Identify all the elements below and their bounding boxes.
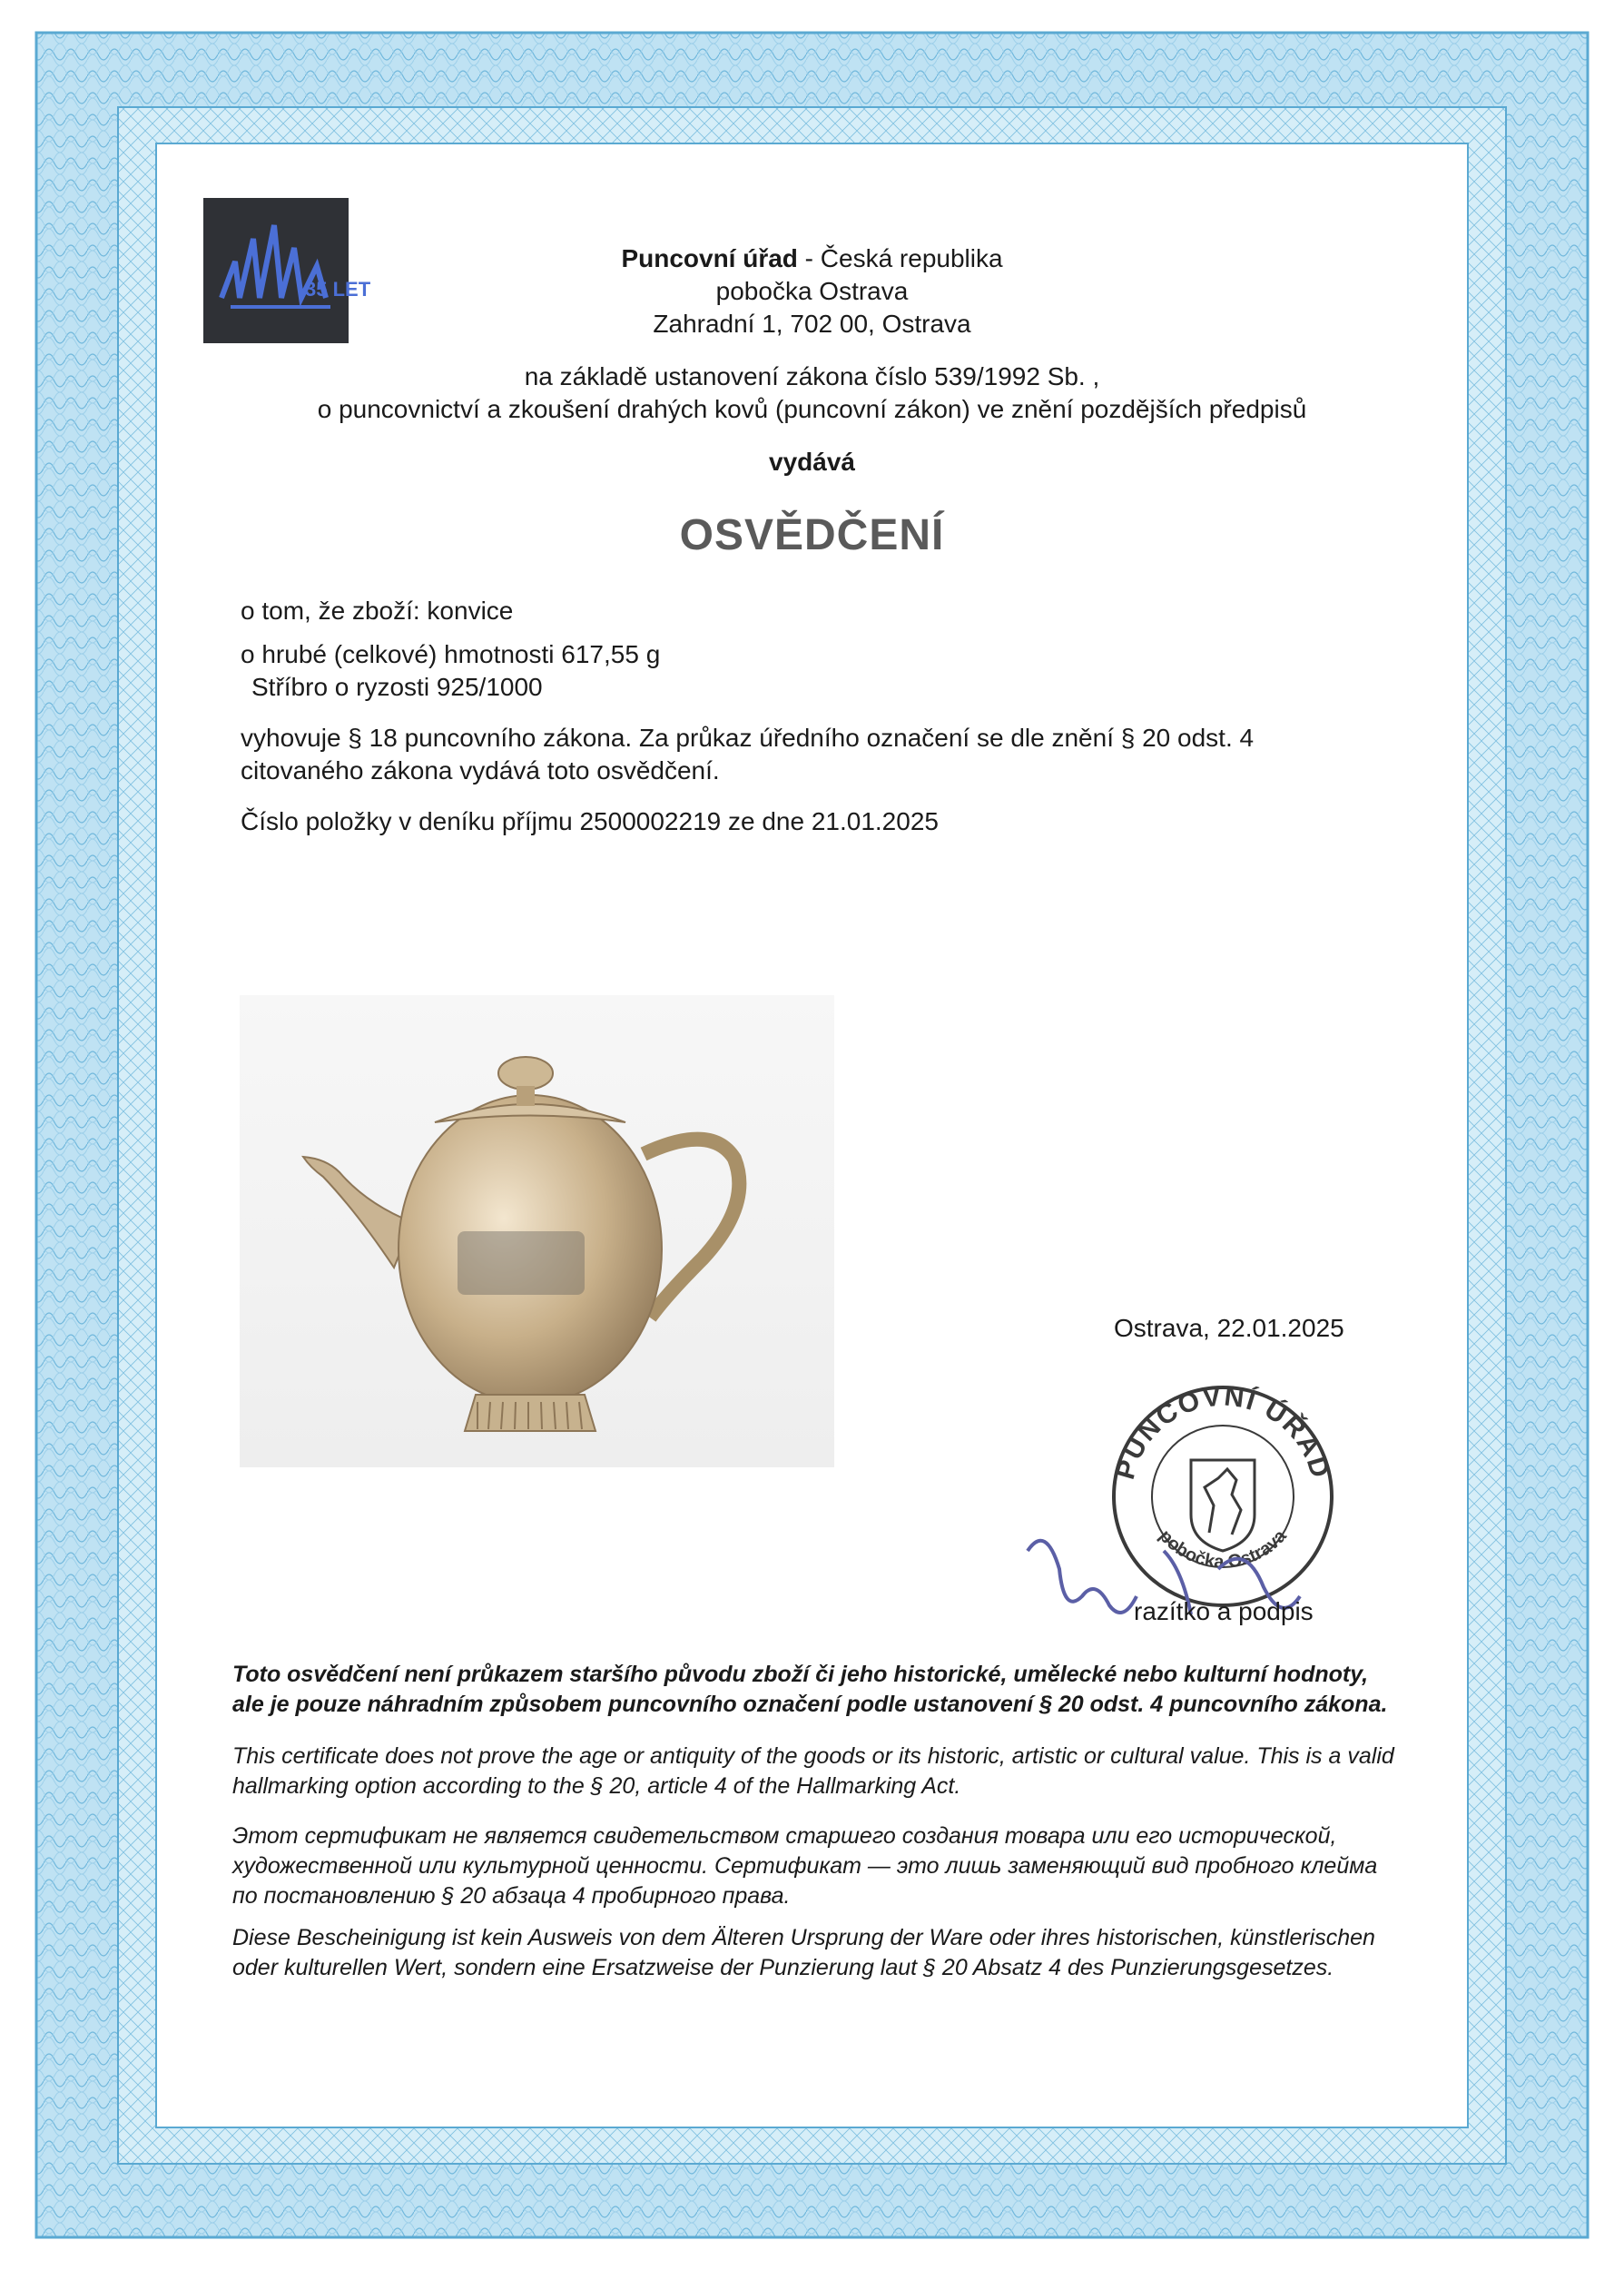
compliance-line-2: citovaného zákona vydává toto osvědčení. <box>241 756 720 785</box>
signature-label: razítko a podpis <box>1134 1597 1314 1625</box>
compliance-line-1: vyhovuje § 18 puncovního zákona. Za průkaz úředního označení se dle znění § 20 odst. 4 <box>241 724 1255 752</box>
certificate-title: OSVĚDČENÍ <box>679 511 945 559</box>
legal-basis-line-1: na základě ustanovení zákona číslo 539/1992 Sb. , <box>524 362 1100 390</box>
disclaimer-russian: Этот сертификат не является свидетельством старшего создания товара или его исторической, художественной или культурной ценности. Сертификат — это лишь заменяющий вид пробного клейма по постановлению § 20 абзаца 4 пробирного права. <box>232 1823 1378 1909</box>
place-date: Ostrava, 22.01.2025 <box>1114 1314 1344 1342</box>
stamp-top-text: PUNCOVNÍ ÚŘAD <box>1109 1381 1336 1483</box>
goods-line: o tom, že zboží: konvice <box>241 597 514 625</box>
certificate-content <box>174 162 1450 2109</box>
stamp-bottom-text: pobočka Ostrava <box>1155 1525 1291 1573</box>
journal-entry-line: Číslo položky v deníku příjmu 2500002219 ze dne 21.01.2025 <box>241 807 939 835</box>
svg-text:PUNCOVNÍ ÚŘAD <box>1110 1382 1335 1483</box>
teapot-foot <box>465 1395 595 1431</box>
office-country: - Česká republika <box>797 244 1003 272</box>
office-branch: pobočka Ostrava <box>715 277 909 305</box>
teapot-photo <box>240 995 834 1467</box>
issues-label: vydává <box>769 448 855 476</box>
office-header <box>174 243 1450 274</box>
teapot-knob <box>498 1057 553 1090</box>
logo-text: 35 LET <box>305 278 371 301</box>
legal-basis-line-2: o puncovnictví a zkoušení drahých kovů (puncovní zákon) ve znění pozdějších předpisů <box>317 395 1307 423</box>
fineness-line: Stříbro o ryzosti 925/1000 <box>251 673 543 701</box>
weight-line: o hrubé (celkové) hmotnosti 617,55 g <box>241 640 661 668</box>
office-name: Puncovní úřad <box>621 244 798 272</box>
disclaimer-german: Diese Bescheinigung ist kein Ausweis von dem Älteren Ursprung der Ware oder ihres historischen, künstlerischen oder kulturellen Wert, sondern eine Ersatzweise der Punzierung laut § 20 Absatz 4 des Punzierungsgesetzes. <box>232 1925 1375 1980</box>
disclaimer-english: This certificate does not prove the age or antiquity of the goods or its historic, artistic or cultural value. This is a valid hallmarking option according to the § 20, article 4 of the Hallmarking Act. <box>232 1743 1394 1799</box>
office-address: Zahradní 1, 702 00, Ostrava <box>653 310 971 338</box>
disclaimer-czech: Toto osvědčení není průkazem staršího původu zboží či jeho historické, umělecké nebo kulturní hodnoty, ale je pouze náhradním způsobem puncovního označení podle ustanovení § 20 odst. 4 puncovního zákona. <box>232 1662 1388 1717</box>
